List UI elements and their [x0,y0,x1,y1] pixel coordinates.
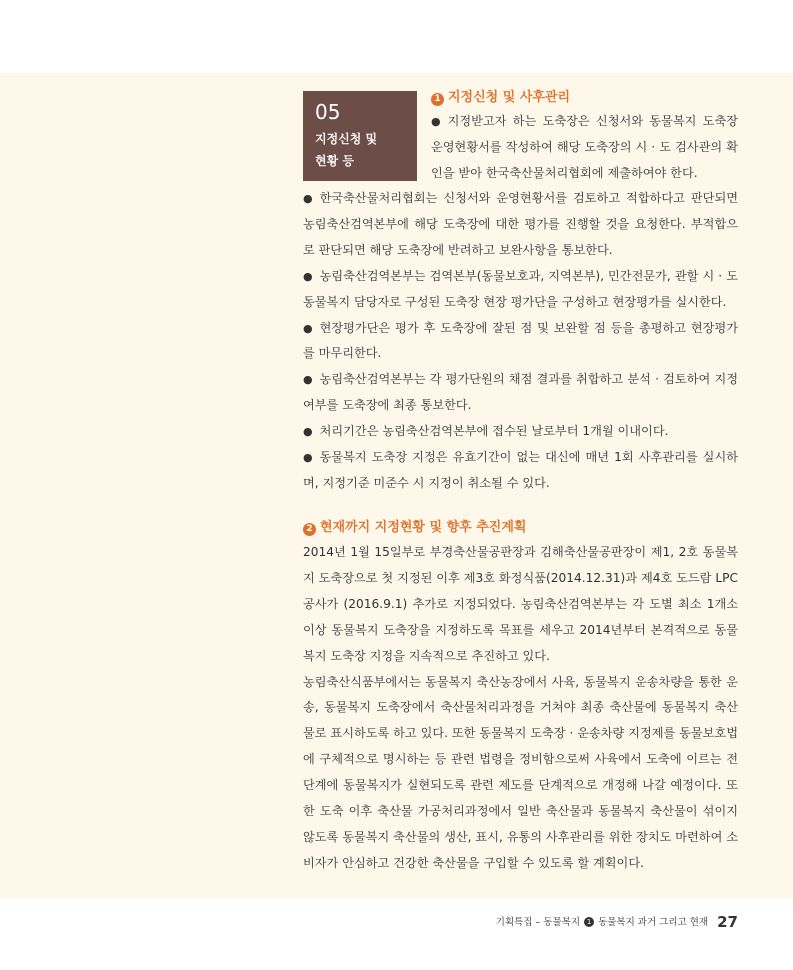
bullet-item: ● 지정받고자 하는 도축장은 신청서와 동물복지 도축장 운영현황서를 작성하여 해당 도축장의 시 · 도 검사관의 확인을 받아 한국축산물처리협회에 제출하여야 한다. [431,109,738,187]
bullet-dot-icon: ● [303,269,313,283]
heading-1 [431,89,570,107]
bullet-item: ● 처리기간은 농림축산검역본부에 접수된 날로부터 1개월 이내이다. [303,419,738,445]
bullet-dot-icon: ● [303,451,313,464]
bullet-dot-icon: ● [303,192,313,205]
section-title [315,128,417,172]
heading-1-number-badge: 1 [431,93,444,106]
heading-2 [303,519,526,537]
footer-prefix: 기획특집 – 동물복지 [495,917,581,928]
bullet-dot-icon: ● [303,373,313,387]
heading-2-text: 현재까지 지정현황 및 향후 추진계획 [320,520,527,535]
footer-number-badge: 1 [584,917,594,927]
bullet-item: ● 한국축산물처리협회는 신청서와 운영현황서를 검토하고 적합하다고 판단되면 농림축산검역본부에 해당 도축장에 대한 평가를 진행할 것을 요청한다. 부적합으로 판단되면 해당 도축장에 반려하고 보완사항을 통보한다. [303,186,738,264]
section-label-box [303,91,417,181]
bullet-item: ● 동물복지 도축장 지정은 유효기간이 없는 대신에 매년 1회 사후관리를 실시하며, 지정기준 미준수 시 지정이 취소될 수 있다. [303,445,738,497]
bullet-dot-icon: ● [303,321,313,335]
bullet-dot-icon: ● [303,425,313,439]
body-paragraph: 농림축산식품부에서는 동물복지 축산농장에서 사육, 동물복지 운송차량을 통한 운송, 동물복지 도축장에서 축산물처리과정을 거쳐야 최종 축산물에 동물복지 축산물로 표시하도록 하고 있다. 또한 동물복지 도축장 · 운송차량 지정제를 동물보호법에 구체적으로 명시하는 등 관련 법령을 정비함으로써 사육에서 도축에 이르는 전 단계에 동물복지가 실현되도록 관련 제도를 단계적으로 개정해 나갈 예정이다. 또한 도축 이후 축산물 가공처리과정에서 일반 축산물과 동물복지 축산물이 섞이지 않도록 동물복지 축산물의 생산, 표시, 유통의 사후관리를 위한 장치도 마련하여 소비자가 안심하고 건강한 축산물을 구입할 수 있도록 할 계획이다. [303,674,739,870]
body-paragraph: 2014년 1월 15일부로 부경축산물공판장과 김해축산물공판장이 제1, 2호 동물복지 도축장으로 첫 지정된 이후 제3호 화정식품(2014.12.31)과 제4호 도드람 LPC공사가 (2016.9.1) 추가로 지정되었다. 농림축산검역본부는 각 도별 최소 1개소 이상 동물복지 도축장을 지정하도록 목표를 세우고 2014년부터 본격적으로 동물복지 도축장 지정을 지속적으로 추진하고 있다. [303,545,738,663]
heading-2-number-badge: 2 [303,523,316,536]
bullet-item: ● 농림축산검역본부는 각 평가단원의 채점 결과를 취합하고 분석 · 검토하여 지정여부를 도축장에 최종 통보한다. [303,367,738,419]
page-footer [480,913,738,933]
page-number: 27 [717,913,738,931]
bullet-item: ● 현장평가단은 평가 후 도축장에 잘된 점 및 보완할 점 등을 총평하고 현장평가를 마무리한다. [303,316,738,368]
section-title-line1: 지정신청 및 [315,132,378,146]
bullet-dot-icon: ● [431,115,441,128]
section-number: 05 [315,100,341,124]
section-title-line2: 현황 등 [315,154,354,168]
bullet-item: ● 농림축산검역본부는 검역본부(동물보호과, 지역본부), 민간전문가, 관할 시 · 도 동물복지 담당자로 구성된 도축장 현장 평가단을 구성하고 현장평가를 실시한다. [303,264,738,316]
heading-1-text: 지정신청 및 사후관리 [448,90,571,105]
footer-suffix: 동물복지 과거 그리고 현재 [598,917,709,928]
